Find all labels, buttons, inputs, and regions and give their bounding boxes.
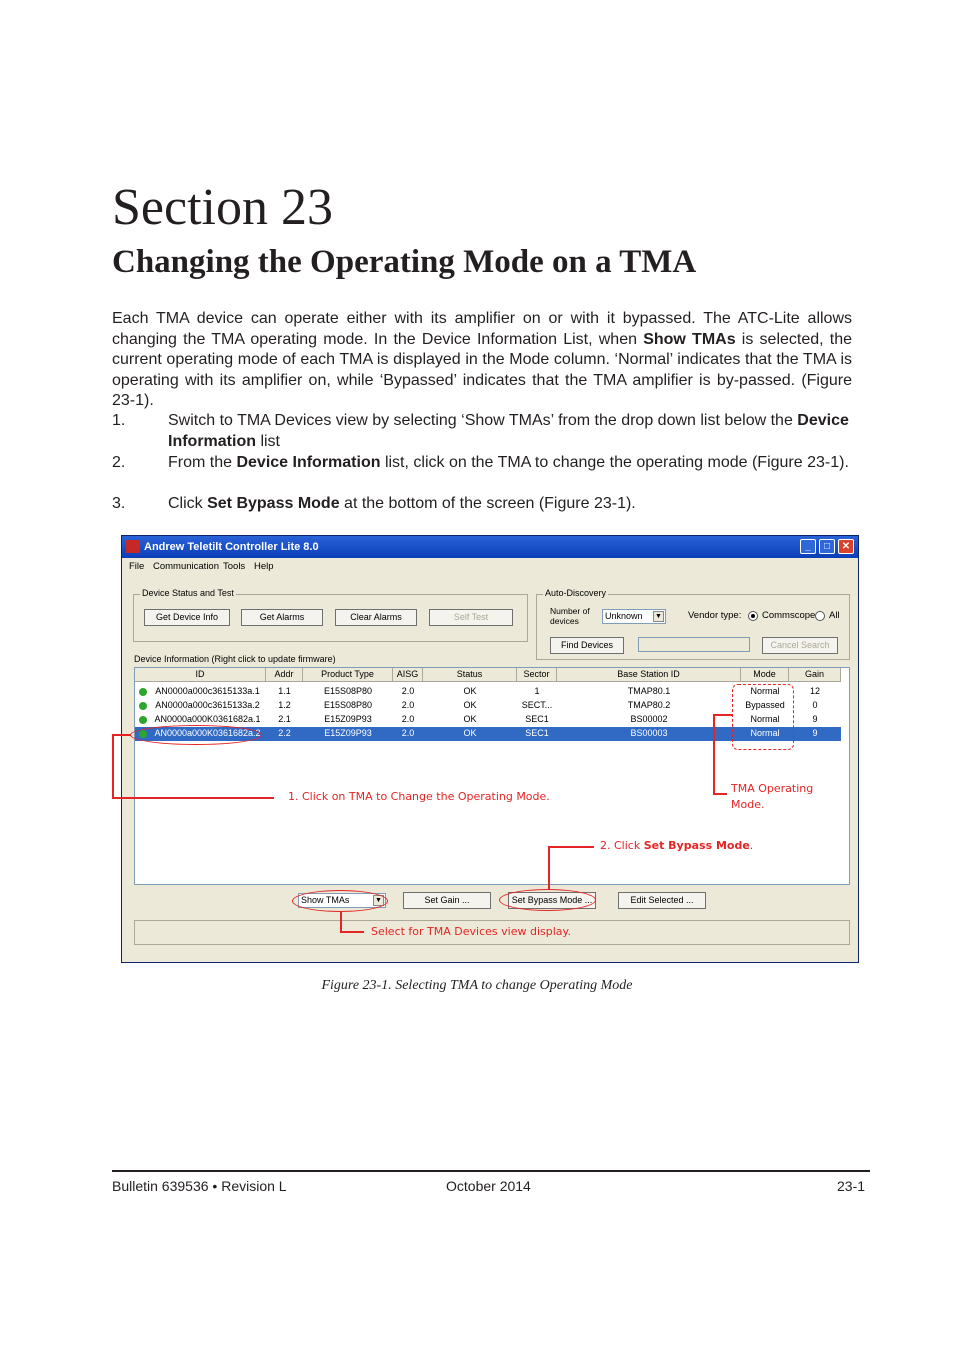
tma-mode-annotation-line1: TMA Operating [731, 782, 814, 795]
cell-product-type: E15Z09P93 [324, 728, 372, 738]
window-title: Andrew Teletilt Controller Lite 8.0 [144, 541, 319, 553]
set-gain-button[interactable]: Set Gain ... [403, 892, 491, 909]
intro-text-1: Each TMA device can operate either with its amplifier on or with it bypassed. The ATC-Lite allows changing the TMA operating mode. In the Device Information List, when [112, 310, 852, 348]
device-info-label: Device Information (Right click to update firmware) [134, 654, 336, 664]
callout-line [548, 846, 594, 848]
cell-id: AN0000a000c3615133a.1 [155, 686, 260, 696]
menu-tools[interactable]: Tools [223, 561, 246, 572]
select-view-annotation: Select for TMA Devices view display. [371, 925, 571, 938]
menu-communication[interactable]: Communication [153, 561, 219, 572]
cell-status: OK [463, 686, 477, 696]
vendor-commscope-radio[interactable] [748, 611, 758, 621]
col-header-gain[interactable]: Gain [789, 668, 841, 682]
step-text [168, 494, 852, 515]
step-text-post: list, click on the TMA to change the operating mode (Figure 23-1). [380, 454, 849, 471]
cell-id: AN0000a000K0361682a.2 [154, 728, 261, 738]
cell-mode: Bypassed [745, 700, 785, 710]
cell-aisg: 2.0 [401, 714, 415, 724]
step-text-bold: Device Information [236, 454, 381, 471]
col-header-status[interactable]: Status [423, 668, 517, 682]
cell-mode: Normal [750, 714, 780, 724]
click-tma-annotation: 1. Click on TMA to Change the Operating Mode. [288, 790, 550, 803]
number-of-devices-label-2: devices [550, 616, 579, 626]
number-of-devices-value: Unknown [605, 611, 643, 621]
step-3 [112, 494, 852, 515]
footer-bulletin: Bulletin 639536 • Revision L [112, 1178, 287, 1194]
callout-line [548, 846, 550, 890]
intro-paragraph [112, 309, 852, 412]
section-title: Section 23 [112, 179, 333, 236]
step-text [168, 453, 852, 474]
clear-alarms-button[interactable]: Clear Alarms [335, 609, 417, 626]
callout-line [112, 797, 274, 799]
cell-sector: SEC1 [525, 728, 549, 738]
callout-line [713, 714, 732, 716]
maximize-button[interactable]: □ [819, 539, 835, 554]
col-header-aisg[interactable]: AISG [393, 668, 423, 682]
vendor-type-label: Vendor type: [688, 610, 742, 621]
step-number: 1. [112, 412, 126, 429]
cell-addr: 1.1 [278, 686, 291, 696]
get-alarms-button[interactable]: Get Alarms [241, 609, 323, 626]
cell-gain: 9 [812, 714, 818, 724]
status-ok-icon [139, 716, 147, 724]
set-bypass-mode-button[interactable]: Set Bypass Mode ... [508, 892, 596, 909]
intro-bold: Show TMAs [643, 330, 736, 348]
discovery-progress-field [638, 637, 750, 652]
chevron-down-icon: ▼ [373, 895, 384, 906]
cell-status: OK [463, 700, 477, 710]
cell-base-station-id: TMAP80.1 [627, 686, 671, 696]
cell-base-station-id: TMAP80.2 [627, 700, 671, 710]
col-header-id[interactable]: ID [135, 668, 266, 682]
cell-addr: 2.2 [278, 728, 291, 738]
tma-mode-annotation-line2: Mode. [731, 798, 765, 811]
cell-base-station-id: BS00002 [630, 714, 668, 724]
step-text-post: list [256, 432, 280, 450]
cell-mode: Normal [750, 728, 780, 738]
mode-column-highlight [732, 684, 794, 750]
intro-text-2: is selected, the current operating mode of each TMA is displayed in the Mode column. ‘Normal’ indicates that the TMA is operating with its amplifier on, while ‘Bypassed’ indicates that the TMA amplifier is by-passed. (Figure 23-1). [112, 330, 853, 409]
find-devices-button[interactable]: Find Devices [550, 637, 624, 654]
cell-base-station-id: BS00003 [630, 728, 668, 738]
cell-id: AN0000a000c3615133a.2 [155, 700, 260, 710]
set-bypass-annotation-bold: Set Bypass Mode [643, 839, 750, 852]
cell-gain: 9 [812, 728, 818, 738]
cancel-search-button[interactable]: Cancel Search [762, 637, 838, 654]
figure-caption: Figure 23-1. Selecting TMA to change Operating Mode [321, 978, 633, 993]
step-text-pre: Switch to TMA Devices view by selecting ‘Show TMAs’ from the drop down list below the [168, 412, 798, 429]
status-ok-icon [139, 702, 147, 710]
set-bypass-annotation-post: . [749, 839, 754, 852]
col-header-sector[interactable]: Sector [517, 668, 557, 682]
self-test-button[interactable]: Self Test [429, 609, 513, 626]
edit-selected-button[interactable]: Edit Selected ... [618, 892, 706, 909]
step-text-pre: From the [168, 454, 237, 471]
col-header-mode[interactable]: Mode [741, 668, 789, 682]
callout-line [340, 931, 364, 933]
step-1 [112, 411, 852, 452]
step-text-bold: Device Information [168, 412, 849, 450]
title-bar [122, 536, 858, 558]
close-button[interactable]: ✕ [838, 539, 854, 554]
menu-help[interactable]: Help [254, 561, 274, 572]
set-bypass-annotation-pre: 2. Click [600, 839, 644, 852]
step-text-bold: Set Bypass Mode [207, 495, 340, 512]
chevron-down-icon: ▼ [653, 611, 664, 622]
callout-line [340, 911, 342, 932]
col-header-addr[interactable]: Addr [266, 668, 303, 682]
status-ok-icon [139, 688, 147, 696]
highlight-set-bypass-oval [499, 889, 596, 911]
menu-file[interactable]: File [129, 561, 145, 572]
footer-date: October 2014 [446, 1178, 531, 1194]
set-bypass-annotation [600, 839, 753, 852]
callout-line [713, 793, 727, 795]
cell-addr: 1.2 [278, 700, 291, 710]
minimize-button[interactable]: _ [800, 539, 816, 554]
cell-mode: Normal [750, 686, 780, 696]
cell-sector: 1 [534, 686, 540, 696]
col-header-base-station-id[interactable]: Base Station ID [557, 668, 741, 682]
step-text-post: at the bottom of the screen (Figure 23-1). [339, 495, 636, 512]
callout-line [112, 734, 131, 736]
callout-line [713, 714, 715, 794]
cell-addr: 2.1 [278, 714, 291, 724]
step-number: 2. [112, 454, 126, 471]
footer-rule [112, 1170, 870, 1172]
cell-id: AN0000a000K0361682a.1 [154, 714, 261, 724]
number-of-devices-select[interactable] [602, 609, 666, 624]
vendor-commscope-label: Commscope [762, 610, 816, 621]
cell-product-type: E15S08P80 [323, 686, 373, 696]
number-of-devices-label-1: Number of [550, 606, 590, 616]
get-device-info-button[interactable]: Get Device Info [144, 609, 230, 626]
app-icon [126, 540, 140, 553]
step-2 [112, 453, 852, 494]
menu-bar [122, 558, 858, 574]
cell-aisg: 2.0 [401, 686, 415, 696]
cell-gain: 12 [809, 686, 820, 696]
vendor-all-radio[interactable] [815, 611, 825, 621]
highlight-selected-tma-oval [130, 725, 262, 745]
step-number: 3. [112, 495, 126, 512]
device-status-legend: Device Status and Test [142, 588, 234, 598]
cell-status: OK [463, 714, 477, 724]
vendor-all-label: All [829, 610, 840, 621]
cell-status: OK [463, 728, 477, 738]
view-select-value: Show TMAs [301, 895, 350, 905]
auto-discovery-legend: Auto-Discovery [545, 588, 607, 598]
step-text [168, 411, 852, 452]
cell-gain: 0 [812, 700, 818, 710]
cell-sector: SECT... [521, 700, 553, 710]
cell-product-type: E15S08P80 [323, 700, 373, 710]
chapter-title: Changing the Operating Mode on a TMA [112, 244, 697, 280]
cell-product-type: E15Z09P93 [324, 714, 372, 724]
cell-sector: SEC1 [525, 714, 549, 724]
highlight-view-select-oval [292, 890, 388, 912]
footer-page-number: 23-1 [837, 1178, 866, 1194]
step-text-pre: Click [168, 495, 208, 512]
cell-aisg: 2.0 [401, 700, 415, 710]
cell-aisg: 2.0 [401, 728, 415, 738]
callout-line [112, 734, 114, 798]
col-header-product-type[interactable]: Product Type [303, 668, 393, 682]
